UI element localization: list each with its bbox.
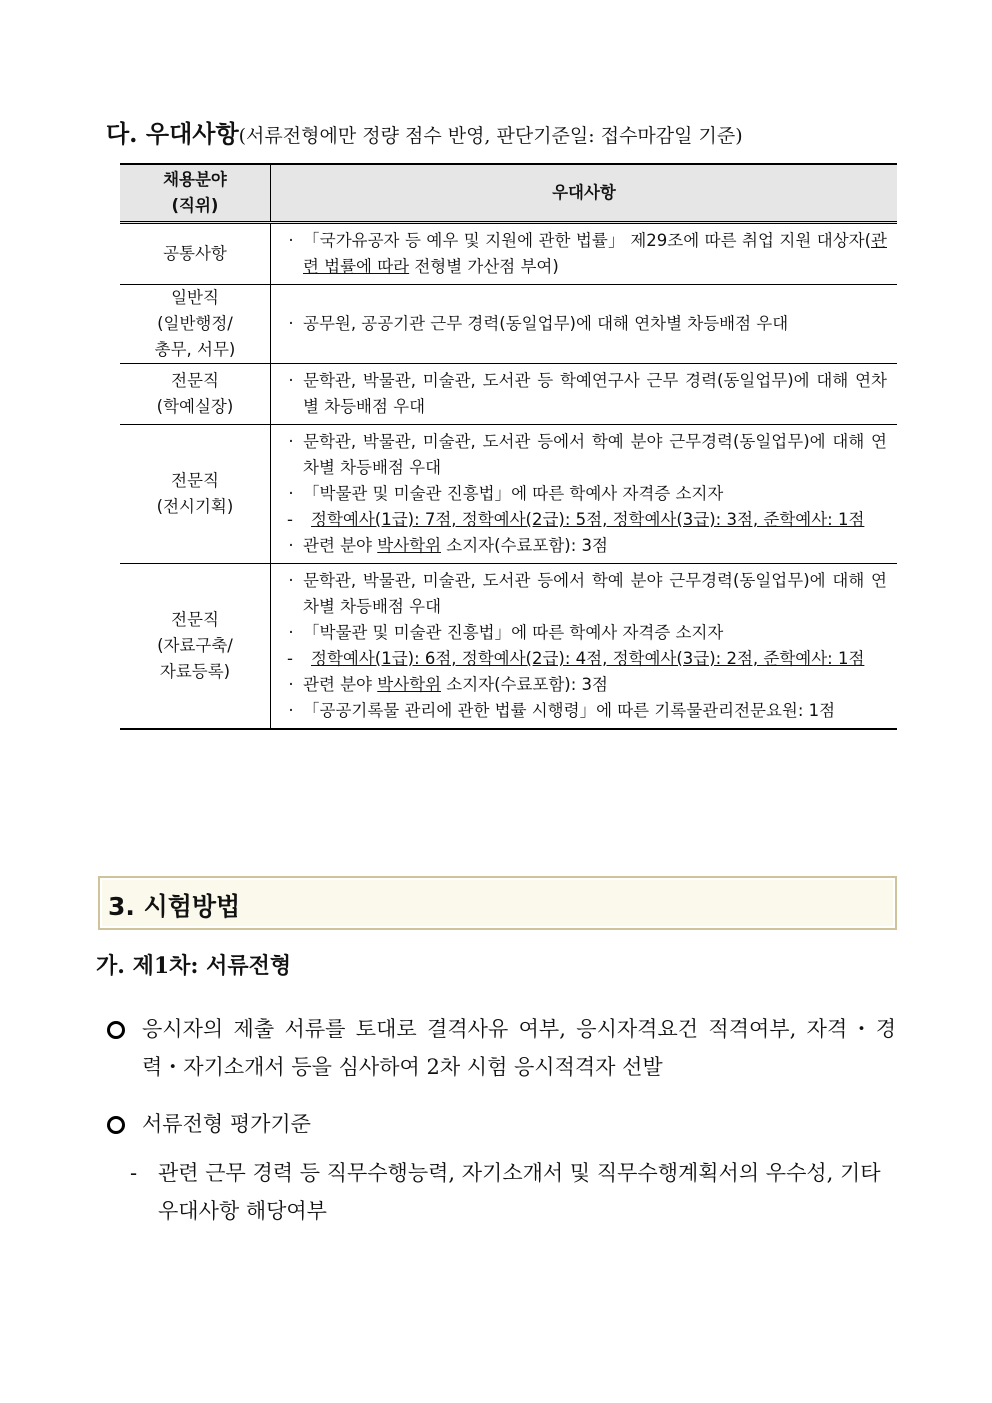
table-row [120, 425, 897, 564]
bullet-marker: · [288, 623, 294, 642]
detail-item [281, 620, 887, 646]
bullet-marker: · [288, 571, 294, 590]
dash-marker: - [287, 649, 293, 668]
underlined-text: 정학예사(1급): 6점, 정학예사(2급): 4점, 정학예사(3급): 2점, 준학예사: 1점 [311, 649, 865, 668]
detail-text: 전형별 가산점 부여) [409, 257, 559, 276]
sub-heading: 가. 제1차: 서류전형 [96, 953, 292, 979]
row-category [120, 364, 271, 425]
circle-bullet-icon [107, 1021, 125, 1039]
underlined-text: 박사학위 [377, 675, 442, 694]
detail-text: 문학관, 박물관, 미술관, 도서관 등에서 학예 분야 근무경력(동일업무)에 대해 연차별 차등배점 우대 [303, 571, 887, 616]
underlined-text: 관련 법률에 따라 [303, 231, 887, 276]
row-category [120, 425, 271, 564]
row-detail [271, 223, 898, 285]
bullet-text-2: 서류전형 평가기준 [142, 1112, 311, 1136]
section-banner [98, 876, 897, 930]
bullet-marker: · [288, 701, 294, 720]
underlined-text: 정학예사(1급): 7점, 정학예사(2급): 5점, 정학예사(3급): 3점, 준학예사: 1점 [311, 510, 865, 529]
header-category-line1: 채용분야 [163, 170, 227, 189]
preference-table [120, 163, 897, 730]
detail-text: 「박물관 및 미술관 진흥법」에 따른 학예사 자격증 소지자 [303, 484, 724, 503]
bullet-marker: · [288, 314, 294, 333]
detail-text: 「공공기록물 관리에 관한 법률 시행령」에 따른 기록물관리전문요원: 1점 [303, 701, 836, 720]
category-line: (전시기획) [156, 497, 234, 516]
category-line: (자료구축/ [157, 636, 233, 655]
detail-item [281, 698, 887, 724]
detail-subitem [281, 646, 887, 672]
banner-title: 3. 시험방법 [108, 892, 241, 921]
detail-text: 소지자(수료포함): 3점 [441, 675, 608, 694]
detail-text: 관련 분야 [303, 536, 378, 555]
section-title-main: 다. 우대사항 [106, 119, 239, 148]
category-line: 일반직 [171, 288, 219, 307]
row-category [120, 564, 271, 730]
detail-text: 문학관, 박물관, 미술관, 도서관 등에서 학예 분야 근무경력(동일업무)에 대해 연차별 차등배점 우대 [303, 432, 887, 477]
detail-item [281, 429, 887, 481]
category-line: 자료등록) [159, 662, 231, 681]
detail-text: 관련 분야 [303, 675, 378, 694]
category-line: (학예실장) [156, 397, 234, 416]
row-detail [271, 564, 898, 730]
bullet-marker: · [288, 371, 294, 390]
category-line: 전문직 [171, 610, 219, 629]
bullet-item-2 [104, 1105, 896, 1143]
table-body [120, 223, 897, 730]
category-line: 총무, 서무) [154, 340, 236, 359]
detail-text: 「박물관 및 미술관 진흥법」에 따른 학예사 자격증 소지자 [303, 623, 724, 642]
bullet-marker: · [288, 432, 294, 451]
bullet-text-1: 응시자의 제출 서류를 토대로 결격사유 여부, 응시자격요건 적격여부, 자격・경력・자기소개서 등을 심사하여 2차 시험 응시적격자 선발 [142, 1017, 896, 1079]
section-title-sub: (서류전형에만 정량 점수 반영, 판단기준일: 접수마감일 기준) [238, 125, 743, 147]
detail-text: 문학관, 박물관, 미술관, 도서관 등 학예연구사 근무 경력(동일업무)에 대해 연차별 차등배점 우대 [303, 371, 887, 416]
row-detail [271, 364, 898, 425]
detail-item [281, 311, 887, 337]
row-category [120, 223, 271, 285]
category-line: 전문직 [171, 371, 219, 390]
category-line: 전문직 [171, 471, 219, 490]
bullet-item-1 [104, 1010, 896, 1086]
header-category [120, 164, 271, 223]
table-row [120, 223, 897, 285]
detail-subitem [281, 507, 887, 533]
row-detail [271, 425, 898, 564]
bullet-marker: · [288, 484, 294, 503]
dash-item-1 [128, 1154, 896, 1230]
detail-text: 소지자(수료포함): 3점 [441, 536, 608, 555]
detail-item [281, 568, 887, 620]
table-row [120, 285, 897, 364]
detail-item [281, 672, 887, 698]
detail-item [281, 228, 887, 280]
detail-item [281, 481, 887, 507]
detail-item [281, 533, 887, 559]
detail-text: 공무원, 공공기관 근무 경력(동일업무)에 대해 연차별 차등배점 우대 [303, 314, 789, 333]
detail-text: 「국가유공자 등 예우 및 지원에 관한 법률」 제29조에 따른 취업 지원 대상자( [303, 231, 872, 250]
dash-text-1: 관련 근무 경력 등 직무수행능력, 자기소개서 및 직무수행계획서의 우수성, 기타 우대사항 해당여부 [158, 1161, 881, 1223]
dash-marker: - [130, 1161, 138, 1185]
section-title-preferences [106, 114, 906, 149]
table-row [120, 364, 897, 425]
category-line: 공통사항 [163, 244, 227, 263]
circle-bullet-icon [107, 1116, 125, 1134]
dash-marker: - [287, 510, 293, 529]
bullet-marker: · [288, 536, 294, 555]
header-category-line2: (직위) [171, 196, 219, 215]
row-category [120, 285, 271, 364]
table-header-row [120, 164, 897, 223]
table-row [120, 564, 897, 730]
row-detail [271, 285, 898, 364]
bullet-marker: · [288, 231, 294, 250]
underlined-text: 박사학위 [377, 536, 442, 555]
header-detail: 우대사항 [271, 164, 898, 223]
category-line: (일반행정/ [157, 314, 233, 333]
detail-item [281, 368, 887, 420]
bullet-marker: · [288, 675, 294, 694]
